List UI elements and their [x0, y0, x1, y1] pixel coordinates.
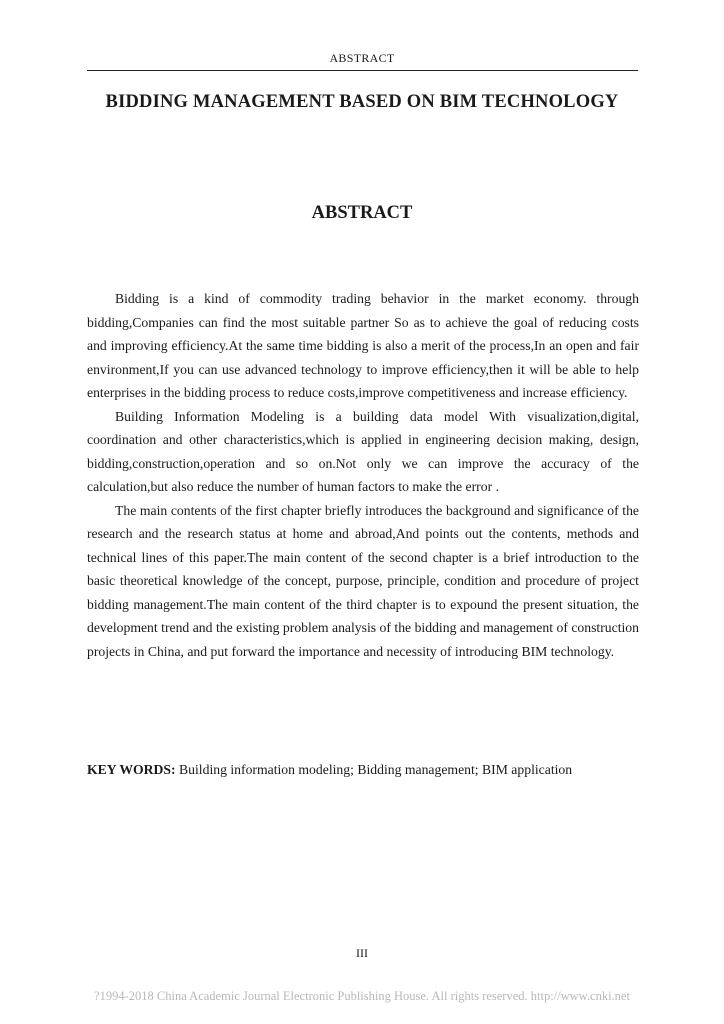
page-number: III [356, 946, 368, 960]
abstract-paragraph-3: The main contents of the first chapter briefly introduces the background and significance of the research and the research status at home and abroad,And points out the contents, methods and technical lines of this paper.The main content of the second chapter is a brief introduction to the basic theoretical knowledge of the concept, purpose, principle, condition and procedure of project bidding management.The main content of the third chapter is to expound the present situation, the development trend and the existing problem analysis of the bidding and management of construction projects in China, and put forward the importance and necessity of introducing BIM technology. [87, 502, 639, 659]
abstract-paragraph-2: Building Information Modeling is a building data model With visualization,digital, coordination and other characteristics,which is applied in engineering decision making, design, bidding,construction,operation and so on.Not only we can improve the accuracy of the calculation,but also reduce the number of human factors to make the error . [87, 408, 639, 494]
keywords [87, 762, 647, 778]
header-rule [87, 70, 638, 71]
keywords-text: Building information modeling; Bidding management; BIM application [179, 762, 573, 777]
running-header: ABSTRACT [329, 51, 395, 65]
paper-title: BIDDING MANAGEMENT BASED ON BIM TECHNOLOGY [105, 92, 619, 112]
footer-copyright: ?1994-2018 China Academic Journal Electronic Publishing House. All rights reserved. http://www.cnki.net [94, 989, 630, 1003]
abstract-paragraph-1: Bidding is a kind of commodity trading behavior in the market economy. through bidding,Companies can find the most suitable partner So as to achieve the goal of reducing costs and improving efficiency.At the same time bidding is also a merit of the process,In an open and fair environment,If you can use advanced technology to improve efficiency,then it will be able to help enterprises in the bidding process to reduce costs,improve competitiveness and increase efficiency. [87, 291, 639, 400]
abstract-heading: ABSTRACT [311, 203, 413, 223]
keywords-label: KEY WORDS: [87, 762, 176, 777]
abstract-body [87, 287, 639, 663]
